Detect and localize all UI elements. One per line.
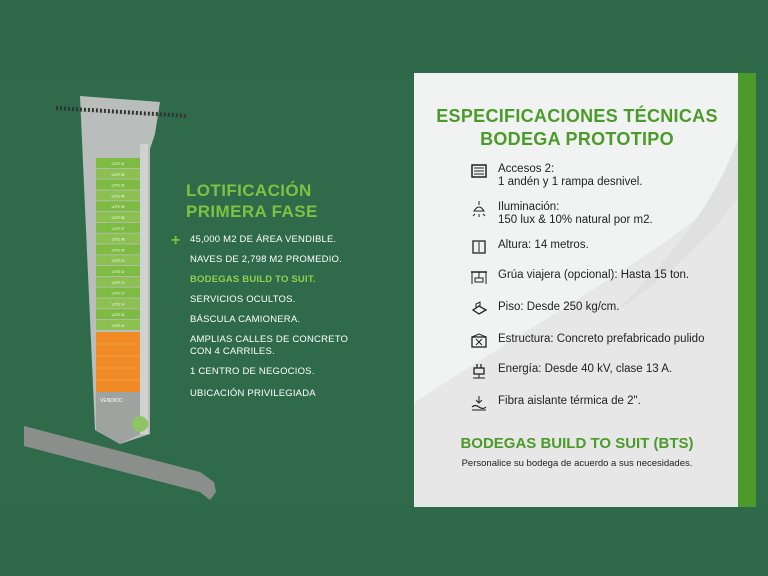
lot-label: LOTE 05 [111, 205, 125, 210]
bts-title: BODEGAS BUILD TO SUIT (BTS) [460, 435, 694, 452]
spec-grua [470, 269, 689, 285]
plug-icon [470, 363, 488, 379]
lot-label: LOTE 06 [111, 216, 125, 220]
spec-energia-text: Energía: Desde 40 kV, clase 13 A. [498, 363, 673, 375]
spec-accesos [470, 163, 642, 189]
site-plan-svg [0, 74, 410, 506]
spec-piso-text: Piso: Desde 250 kg/cm. [498, 301, 620, 313]
lot-label: LOTE 07 [111, 226, 125, 231]
feature-calles: AMPLIAS CALLES DE CONCRETO [190, 334, 349, 345]
lot-label: LOTE 13 [111, 291, 125, 296]
internal-road [140, 144, 148, 434]
feature-area: 45,000 M2 DE ÁREA VENDIBLE. [190, 234, 337, 245]
specs-panel [414, 73, 740, 507]
feature-naves: NAVES DE 2,798 M2 PROMEDIO. [190, 254, 342, 265]
lot-label: LOTE 15 [111, 313, 125, 318]
lot-label: LOTE 12 [111, 280, 125, 285]
lot-label: LOTE 16 [111, 324, 125, 328]
lamp-icon [470, 201, 488, 217]
feature-negocios: 1 CENTRO DE NEGOCIOS. [190, 366, 315, 377]
height-icon [470, 239, 488, 255]
spec-grua-text: Grúa viajera (opcional): Hasta 15 ton. [498, 269, 690, 281]
spec-iluminacion-line1: Iluminación: [498, 201, 560, 213]
title-line-1: LOTIFICACIÓN [186, 181, 312, 200]
specs-title-1: ESPECIFICACIONES TÉCNICAS [436, 106, 718, 126]
lot-label: LOTE 03 [111, 183, 125, 188]
top-band [0, 0, 768, 74]
structure-icon [470, 333, 488, 349]
lot-label: LOTE 02 [111, 172, 125, 177]
bts-subtitle: Personalice su bodega de acuerdo a sus necesidades. [461, 458, 693, 469]
bottom-band [0, 506, 768, 576]
spec-fibra-text: Fibra aislante térmica de 2". [498, 395, 641, 407]
spec-iluminacion [470, 201, 653, 227]
feature-servicios: SERVICIOS OCULTOS. [190, 294, 296, 305]
plus-icon: + [171, 232, 181, 249]
sold-label: VENDIDO [100, 398, 123, 404]
feature-bascula: BÁSCULA CAMIONERA. [190, 314, 301, 325]
lot-label: LOTE 09 [111, 248, 125, 253]
spec-piso [470, 301, 619, 317]
spec-iluminacion-line2: 150 lux & 10% natural por m2. [498, 214, 653, 226]
lot-label: LOTE 14 [111, 302, 125, 307]
crane-icon [470, 269, 488, 285]
feature-ubicacion: UBICACIÓN PRIVILEGIADA [190, 388, 316, 399]
spec-iluminacion-text [498, 201, 653, 227]
insulation-icon [470, 395, 488, 411]
lot-label: LOTE 01 [111, 162, 125, 166]
lot-label: LOTE 08 [111, 237, 125, 242]
spec-estructura-text: Estructura: Concreto prefabricado pulido [498, 333, 705, 345]
site-plan-map [0, 74, 410, 506]
spec-energia [470, 363, 672, 379]
lot-label: LOTE 11 [111, 270, 125, 274]
feature-bts: BODEGAS BUILD TO SUIT. [190, 274, 316, 285]
floor-icon [470, 301, 488, 317]
spec-fibra [470, 395, 641, 411]
dock-icon [470, 163, 488, 179]
spec-accesos-text [498, 163, 642, 189]
lot-label: LOTE 04 [111, 194, 125, 199]
spec-accesos-line2: 1 andén y 1 rampa desnivel. [498, 176, 643, 188]
spec-accesos-line1: Accesos 2: [498, 163, 555, 175]
feature-carriles: CON 4 CARRILES. [190, 346, 275, 357]
spec-altura [470, 239, 589, 255]
title-line-2: PRIMERA FASE [186, 202, 318, 221]
spec-altura-text: Altura: 14 metros. [498, 239, 589, 251]
specs-title-2: BODEGA PROTOTIPO [480, 129, 674, 149]
sold-lots [96, 332, 140, 392]
lotificacion-title [186, 180, 318, 222]
roundabout [132, 416, 148, 432]
panel-green-stripe [738, 73, 756, 507]
spec-estructura [470, 333, 704, 349]
lot-label: LOTE 10 [111, 259, 125, 264]
